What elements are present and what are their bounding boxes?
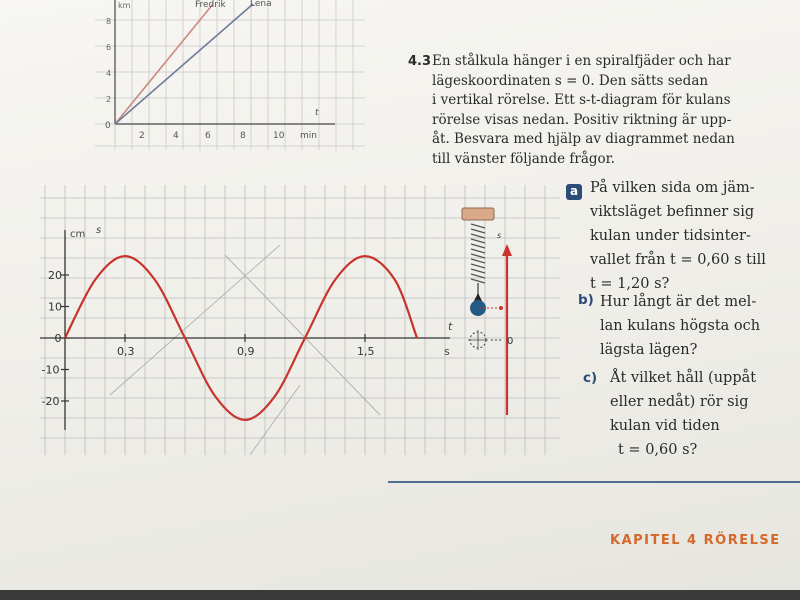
s-axis-arrow-head <box>502 244 512 256</box>
small-y-tick: 4 <box>106 69 112 78</box>
small-graph-y-unit: km <box>118 1 131 10</box>
fredrik-label: Fredrik <box>195 0 226 10</box>
problem-statement <box>408 52 748 169</box>
small-x-tick: 8 <box>240 131 246 141</box>
small-x-tick: 6 <box>205 131 211 141</box>
page-divider <box>388 481 800 483</box>
question-b <box>600 290 760 362</box>
x-tick-label: 1,5 <box>357 345 375 358</box>
question-a-label: a <box>566 184 582 200</box>
question-line: lan kulans högsta och <box>600 318 761 334</box>
question-line: lägsta lägen? <box>600 342 698 358</box>
small-y-tick: 8 <box>106 17 112 26</box>
x-tick-label: 0,9 <box>237 345 255 358</box>
question-c <box>610 366 756 462</box>
spring-diagram <box>455 200 530 425</box>
small-st-graph <box>95 0 365 150</box>
question-b-label: b) <box>578 292 594 308</box>
problem-line: till vänster följande frågor. <box>432 150 615 167</box>
small-graph-t-label: t <box>315 108 319 118</box>
question-a <box>590 176 766 296</box>
question-line: t = 0,60 s? <box>618 442 698 458</box>
question-line: t = 1,20 s? <box>590 276 670 292</box>
small-graph-grid <box>95 0 365 150</box>
y-tick-label: 20 <box>48 269 62 282</box>
x-tick-label: 0,3 <box>117 345 135 358</box>
x-unit-label: s <box>444 345 450 358</box>
question-line: kulan vid tiden <box>610 418 720 434</box>
question-line: Åt vilket håll (uppåt <box>610 370 757 386</box>
problem-number: 4.3 <box>408 54 432 69</box>
y-tick-label: -10 <box>41 363 60 377</box>
spring-coil <box>471 224 485 298</box>
problem-line: rörelse visas nedan. Positiv riktning är upp- <box>432 111 732 128</box>
lena-line <box>115 4 253 124</box>
small-graph-x-unit: min <box>300 131 317 141</box>
y-unit-label: cm <box>70 229 86 240</box>
small-graph-origin: 0 <box>105 121 111 131</box>
problem-line: lägeskoordinaten s = 0. Den sätts sedan <box>432 72 709 89</box>
spring-mount <box>462 208 494 220</box>
question-line: Hur långt är det mel- <box>600 294 757 310</box>
question-c-label: c) <box>583 370 598 386</box>
problem-line: i vertikal rörelse. Ett s-t-diagram för kulans <box>432 92 731 108</box>
question-line: kulan under tidsinter- <box>590 228 751 244</box>
small-x-tick: 4 <box>173 131 179 141</box>
x-axis-label: t <box>448 320 453 333</box>
problem-text <box>432 52 748 169</box>
y-tick-label: 10 <box>48 300 62 314</box>
small-y-tick: 6 <box>106 43 112 52</box>
question-line: eller nedåt) rör sig <box>610 394 749 410</box>
y-tick-label: -20 <box>41 395 60 408</box>
y-axis-label: s <box>96 225 102 236</box>
up-arrow-head <box>474 293 482 301</box>
ball-position-marker <box>499 306 503 310</box>
small-x-tick: 2 <box>139 131 145 141</box>
question-line: vallet från t = 0,60 s till <box>590 252 766 268</box>
chapter-footer: KAPITEL 4 RÖRELSE <box>610 533 781 548</box>
problem-line: En stålkula hänger i en spiralfjäder och har <box>432 53 731 69</box>
lena-label: Lena <box>250 0 272 9</box>
question-line: viktsläget befinner sig <box>590 204 755 220</box>
fredrik-line <box>115 4 213 124</box>
question-line: På vilken sida om jäm- <box>590 180 755 196</box>
problem-line: åt. Besvara med hjälp av diagrammet nedan <box>432 131 735 147</box>
small-x-tick: 10 <box>273 131 285 141</box>
small-y-tick: 2 <box>106 95 112 104</box>
spring-zero-label: 0 <box>507 336 514 347</box>
spring-s-label: s <box>497 231 502 240</box>
y-tick-label: 0 <box>54 332 62 345</box>
